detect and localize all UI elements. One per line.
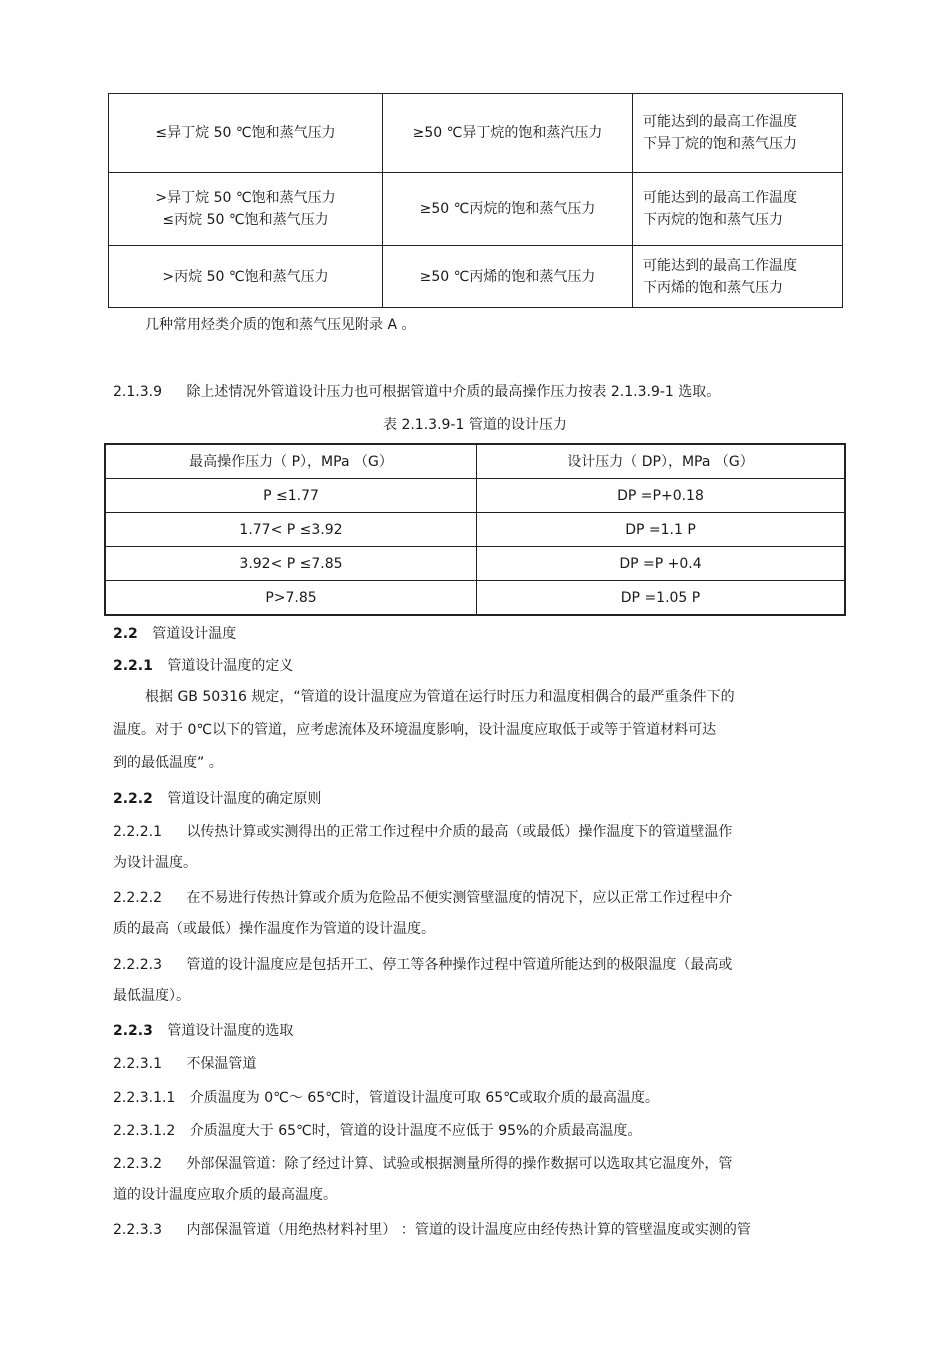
paragraph-2-2-2-2	[113, 888, 732, 908]
cell-line: 下异丁烷的饱和蒸气压力	[643, 136, 797, 152]
table-cell	[633, 246, 843, 308]
paragraph-2-2-3-1	[113, 1054, 256, 1074]
table-cell: P ≤1.77	[105, 479, 477, 513]
paragraph-2-2-3-1-2	[113, 1121, 641, 1141]
appendix-note: 几种常用烃类介质的饱和蒸气压见附录 A 。	[145, 317, 416, 333]
section-number: 2.2.3.3	[113, 1222, 162, 1238]
section-number: 2.2	[113, 626, 138, 642]
section-number: 2.2.1	[113, 658, 153, 674]
section-heading-2-2-1	[113, 656, 293, 676]
section-number: 2.2.2	[113, 791, 153, 807]
paragraph-line: 道的设计温度应取介质的最高温度。	[113, 1187, 337, 1203]
cell-line: ≤异丁烷 50 ℃饱和蒸气压力	[155, 125, 336, 141]
cell-line: 可能达到的最高工作温度	[643, 190, 797, 206]
table-row	[105, 581, 845, 616]
table-cell	[383, 173, 633, 246]
table-header-row	[105, 444, 845, 479]
cell-line: ≥50 ℃丙烯的饱和蒸气压力	[419, 268, 596, 285]
cell-line: 可能达到的最高工作温度	[643, 257, 797, 274]
paragraph-text: 在不易进行传热计算或介质为危险品不便实测管壁温度的情况下，应以正常工作过程中介	[186, 890, 733, 906]
table-cell: P>7.85	[105, 581, 477, 616]
paragraph-2-2-2-1	[113, 822, 732, 842]
paragraph-2-2-3-3	[113, 1220, 751, 1240]
paragraph-text: 不保温管道	[186, 1056, 257, 1072]
header-cell: 设计压力（ DP），MPa （G）	[477, 444, 846, 479]
cell-line: 下丙烷的饱和蒸气压力	[643, 212, 783, 228]
table-cell	[109, 94, 383, 173]
paragraph-text: 管道的设计温度应是包括开工、停工等各种操作过程中管道所能达到的极限温度（最高或	[186, 957, 733, 973]
paragraph-line: 根据 GB 50316 规定，“管道的设计温度应为管道在运行时压力和温度相偶合的最严重条件下的	[145, 689, 735, 705]
section-title: 管道设计温度的确定原则	[167, 791, 322, 807]
section-heading-2-2	[113, 624, 236, 644]
table-cell: 3.92< P ≤7.85	[105, 547, 477, 581]
paragraph-2-1-3-9	[113, 382, 720, 402]
table-row	[109, 246, 843, 308]
section-number: 2.2.2.1	[113, 824, 162, 840]
section-number: 2.2.3.1.2	[113, 1123, 176, 1139]
paragraph-2-2-2-3	[113, 955, 732, 975]
section-number: 2.2.3.1.1	[113, 1090, 176, 1106]
table-cell: DP =P +0.4	[477, 547, 846, 581]
table-row	[105, 479, 845, 513]
section-title: 管道设计温度的选取	[167, 1023, 294, 1039]
table-cell: 1.77< P ≤3.92	[105, 513, 477, 547]
cell-line: >异丁烷 50 ℃饱和蒸气压力	[155, 190, 336, 206]
table-cell: DP =1.05 P	[477, 581, 846, 616]
section-number: 2.2.3.2	[113, 1156, 162, 1172]
paragraph-text: 以传热计算或实测得出的正常工作过程中介质的最高（或最低）操作温度下的管道壁温作	[186, 824, 733, 840]
table-cell	[633, 94, 843, 173]
cell-line: ≤丙烷 50 ℃饱和蒸气压力	[162, 212, 329, 228]
section-number: 2.1.3.9	[113, 384, 162, 400]
section-heading-2-2-2	[113, 789, 321, 809]
design-pressure-table	[104, 443, 846, 616]
section-title: 管道设计温度的定义	[167, 658, 294, 674]
cell-line: ≥50 ℃异丁烷的饱和蒸汽压力	[412, 125, 603, 141]
section-number: 2.2.2.2	[113, 890, 162, 906]
table-cell	[633, 173, 843, 246]
section-number: 2.2.2.3	[113, 957, 162, 973]
table-cell	[109, 173, 383, 246]
header-cell: 最高操作压力（ P），MPa （G）	[105, 444, 477, 479]
paragraph-text: 介质温度为 0℃～ 65℃时，管道设计温度可取 65℃或取介质的最高温度。	[189, 1090, 659, 1106]
table-cell	[109, 246, 383, 308]
paragraph-line: 到的最低温度” 。	[113, 755, 223, 771]
paragraph-2-2-3-2	[113, 1154, 732, 1174]
cell-line: ≥50 ℃丙烷的饱和蒸气压力	[419, 201, 596, 217]
saturated-pressure-table	[108, 93, 843, 308]
section-heading-2-2-3	[113, 1021, 293, 1041]
table-cell: DP =1.1 P	[477, 513, 846, 547]
table-caption: 表 2.1.3.9-1 管道的设计压力	[383, 417, 567, 433]
paragraph-text: 外部保温管道：除了经过计算、试验或根据测量所得的操作数据可以选取其它温度外，管	[186, 1156, 733, 1172]
paragraph-text: 内部保温管道（用绝热材料衬里） ：管道的设计温度应由经传热计算的管壁温度或实测的管	[186, 1222, 751, 1238]
cell-line: 可能达到的最高工作温度	[643, 114, 797, 130]
section-number: 2.2.3	[113, 1023, 153, 1039]
paragraph-line: 质的最高（或最低）操作温度作为管道的设计温度。	[113, 921, 435, 937]
paragraph-text: 除上述情况外管道设计压力也可根据管道中介质的最高操作压力按表 2.1.3.9-1 选取。	[186, 384, 721, 400]
cell-line: 下丙烯的饱和蒸气压力	[643, 279, 783, 296]
section-title: 管道设计温度	[152, 626, 237, 642]
table-row	[105, 547, 845, 581]
table-row	[109, 173, 843, 246]
table-cell	[383, 94, 633, 173]
table-cell: DP =P+0.18	[477, 479, 846, 513]
paragraph-line: 温度。对于 0℃以下的管道，应考虑流体及环境温度影响，设计温度应取低于或等于管道材料可达	[113, 722, 717, 738]
section-number: 2.2.3.1	[113, 1056, 162, 1072]
paragraph-text: 介质温度大于 65℃时，管道的设计温度不应低于 95%的介质最高温度。	[189, 1123, 642, 1139]
table-cell	[383, 246, 633, 308]
table-row	[109, 94, 843, 173]
cell-line: >丙烷 50 ℃饱和蒸气压力	[162, 268, 329, 285]
paragraph-line: 最低温度）。	[113, 988, 190, 1004]
paragraph-2-2-3-1-1	[113, 1088, 659, 1108]
paragraph-line: 为设计温度。	[113, 855, 197, 871]
table-row	[105, 513, 845, 547]
